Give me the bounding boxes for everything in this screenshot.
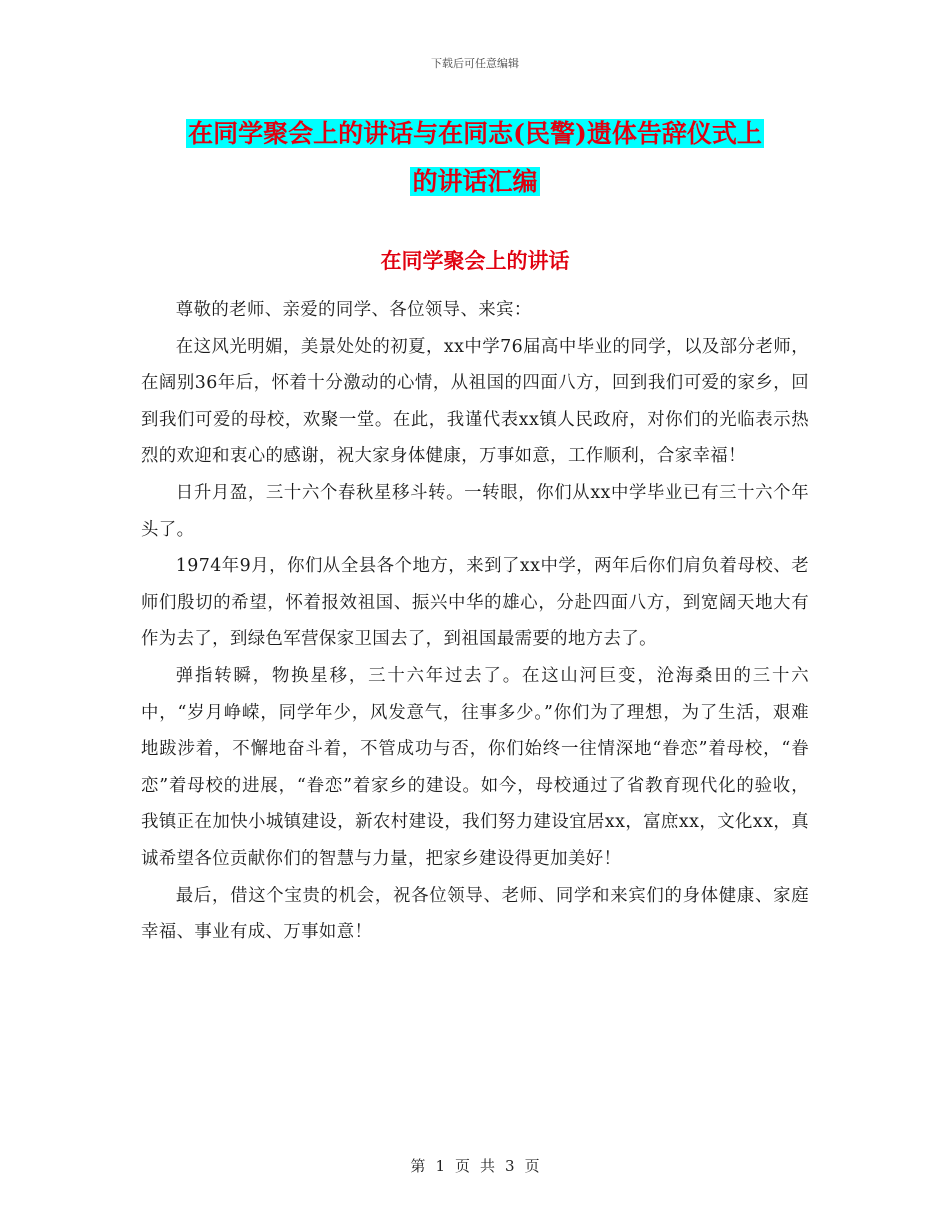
section-title: 在同学聚会上的讲话 xyxy=(380,248,570,273)
paragraph: 日升月盈，三十六个春秋星移斗转。一转眼，你们从xx中学毕业已有三十六个年头了。 xyxy=(141,482,809,540)
document-title-line1: 在同学聚会上的讲话与在同志(民警)遗体告辞仪式上 xyxy=(188,119,762,148)
paragraph: 在这风光明媚，美景处处的初夏，xx中学76届高中毕业的同学，以及部分老师，在阔别36年后，怀着十分激动的心情，从祖国的四面八方，回到我们可爱的家乡，回到我们可爱的母校，欢聚一堂。在此，我谨代表xx镇人民政府，对你们的光临表示热烈的欢迎和衷心的感谢，祝大家身体健康，万事如意，工作顺利，合家幸福！ xyxy=(141,336,809,467)
page-footer xyxy=(0,1155,950,1176)
document-title-line2: 的讲话汇编 xyxy=(412,167,538,196)
document-title xyxy=(140,110,810,206)
paragraph-salutation: 尊敬的老师、亲爱的同学、各位领导、来宾： xyxy=(175,300,532,320)
document-body xyxy=(141,292,809,951)
paragraph: 1974年9月，你们从全县各个地方，来到了xx中学，两年后你们肩负着母校、老师们殷切的希望，怀着报效祖国、振兴中华的雄心，分赴四面八方，到宽阔天地大有作为去了，到绿色军营保家卫国去了，到祖国最需要的地方去了。 xyxy=(141,556,809,650)
header-note: 下载后可任意编辑 xyxy=(431,57,519,70)
paragraph: 弹指转瞬，物换星移，三十六年过去了。在这山河巨变，沧海桑田的三十六中，“岁月峥嵘，同学年少，风发意气，往事多少。”你们为了理想，为了生活，艰难地跋涉着，不懈地奋斗着，不管成功与否，你们始终一往情深地“眷恋”着母校，“眷恋”着母校的进展，“眷恋”着家乡的建设。如今，母校通过了省教育现代化的验收，我镇正在加快小城镇建设，新农村建设，我们努力建设宜居xx，富庶xx，文化xx，真诚希望各位贡献你们的智慧与力量，把家乡建设得更加美好！ xyxy=(141,665,809,869)
page-current: 1 xyxy=(435,1157,445,1175)
page-end: 页 xyxy=(524,1157,540,1175)
paragraph: 最后，借这个宝贵的机会，祝各位领导、老师、同学和来宾们的身体健康、家庭幸福、事业有成、万事如意！ xyxy=(141,885,809,943)
total-label: 共 xyxy=(480,1157,496,1175)
page-total: 3 xyxy=(505,1157,515,1175)
page-label: 第 xyxy=(410,1157,426,1175)
page-mid: 页 xyxy=(454,1157,470,1175)
